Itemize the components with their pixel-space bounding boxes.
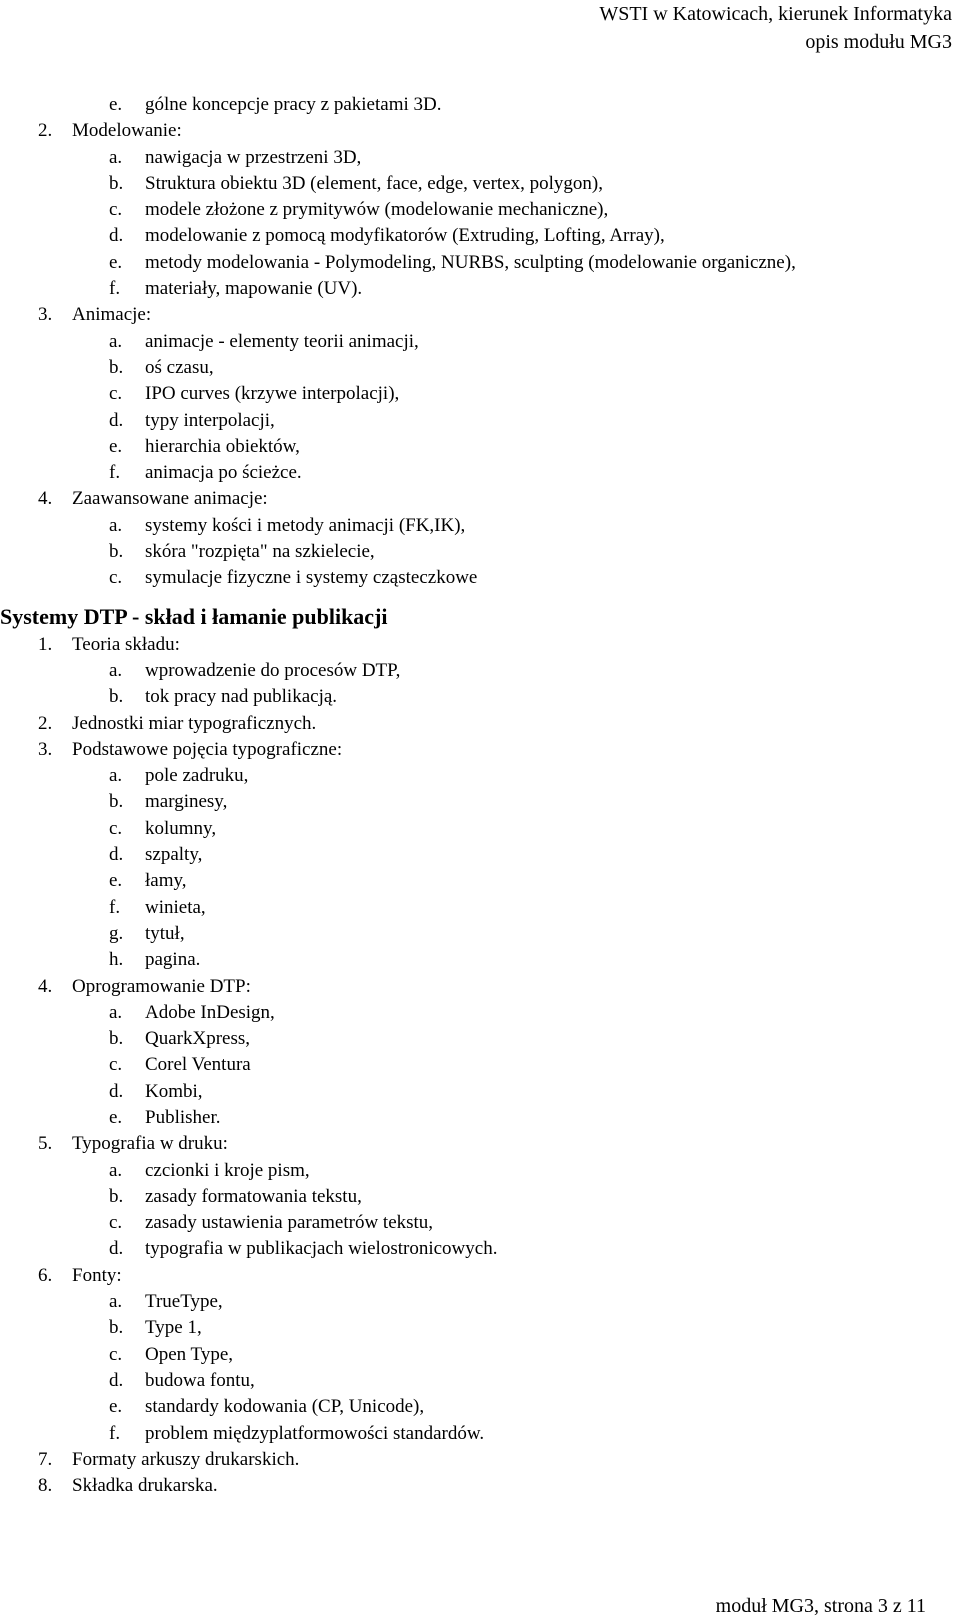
list-item-marker: c.: [109, 1343, 123, 1365]
sub-list-item: [0, 355, 950, 381]
list-item-marker: a.: [109, 659, 123, 681]
list-item-text: wprowadzenie do procesów DTP,: [145, 659, 401, 681]
header-institution: WSTI w Katowicach, kierunek Informatyka: [599, 3, 952, 25]
list-item-text: QuarkXpress,: [145, 1028, 251, 1050]
sub-list-item: [0, 1184, 950, 1210]
list-item: [0, 974, 950, 1000]
list-item-text: szpalty,: [145, 844, 203, 866]
sub-list-item: [0, 1026, 950, 1052]
sub-list-item: [0, 684, 950, 710]
list-item-marker: 2.: [38, 712, 53, 734]
list-item: [0, 632, 950, 658]
sub-list-item: [0, 250, 950, 276]
list-item-marker: f.: [109, 1422, 121, 1444]
list-item-marker: 3.: [38, 304, 53, 326]
list-item-marker: d.: [109, 1369, 124, 1391]
list-item-text: materiały, mapowanie (UV).: [145, 278, 363, 300]
list-item-text: hierarchia obiektów,: [145, 435, 300, 457]
sub-list-item: [0, 92, 950, 118]
sub-list-item: [0, 921, 950, 947]
list-item-text: marginesy,: [145, 791, 228, 813]
list-item-marker: 8.: [38, 1475, 53, 1497]
list-item: [0, 302, 950, 328]
list-item-marker: e.: [109, 1106, 123, 1128]
sub-list-item: [0, 434, 950, 460]
sub-list-item: [0, 1421, 950, 1447]
list-item-marker: c.: [109, 383, 123, 405]
list-item-marker: f.: [109, 278, 121, 300]
list-item-text: czcionki i kroje pism,: [145, 1159, 310, 1181]
list-item-marker: e.: [109, 435, 123, 457]
list-item-marker: e.: [109, 1396, 123, 1418]
list-item-marker: a.: [109, 330, 123, 352]
sub-list-item: [0, 1079, 950, 1105]
sub-list-item: [0, 1289, 950, 1315]
list-item-text: Zaawansowane animacje:: [72, 488, 268, 510]
list-item-marker: a.: [109, 1291, 123, 1313]
list-item-text: Open Type,: [145, 1343, 234, 1365]
list-item-marker: d.: [109, 1080, 124, 1102]
sub-list-item: [0, 408, 950, 434]
list-item-text: Adobe InDesign,: [145, 1001, 275, 1023]
sub-list-item: [0, 1158, 950, 1184]
list-item-marker: b.: [109, 356, 124, 378]
sub-list-item: [0, 868, 950, 894]
list-item-text: symulacje fizyczne i systemy cząsteczkowe: [145, 567, 478, 589]
section-title-dtp: Systemy DTP - skład i łamanie publikacji: [0, 603, 388, 629]
sub-list-item: [0, 381, 950, 407]
list-item-marker: e.: [109, 870, 123, 892]
list-item-text: Fonty:: [72, 1264, 122, 1286]
list-item-marker: f.: [109, 462, 121, 484]
list-item-marker: c.: [109, 567, 123, 589]
list-item-marker: d.: [109, 409, 124, 431]
sub-list-item: [0, 197, 950, 223]
list-item-text: Animacje:: [72, 304, 152, 326]
list-item-text: tok pracy nad publikacją.: [145, 686, 338, 708]
list-item-marker: g.: [109, 922, 124, 944]
sub-list-item: [0, 1342, 950, 1368]
list-item-text: Typografia w druku:: [72, 1133, 228, 1155]
sub-list-item: [0, 895, 950, 921]
header-module: opis modułu MG3: [805, 31, 952, 53]
sub-list-item: [0, 816, 950, 842]
document-body: [0, 92, 950, 1499]
sub-list-item: [0, 171, 950, 197]
list-item-marker: b.: [109, 686, 124, 708]
list-item-marker: b.: [109, 1185, 124, 1207]
section-dtp-list: [0, 632, 950, 1500]
list-item-text: Publisher.: [145, 1106, 221, 1128]
list-item-marker: d.: [109, 1238, 124, 1260]
list-item-text: łamy,: [145, 870, 187, 892]
list-item-marker: a.: [109, 514, 123, 536]
list-item-text: typografia w publikacjach wielostronicowych.: [145, 1238, 498, 1260]
list-item-text: Type 1,: [145, 1317, 202, 1339]
list-item-marker: c.: [109, 1212, 123, 1234]
sub-list-item: [0, 842, 950, 868]
list-item-marker: f.: [109, 896, 121, 918]
list-item: [0, 711, 950, 737]
sub-list-item: [0, 539, 950, 565]
list-item-text: modelowanie z pomocą modyfikatorów (Extruding, Lofting, Array),: [145, 225, 665, 247]
list-item-marker: b.: [109, 1317, 124, 1339]
list-item-marker: c.: [109, 1054, 123, 1076]
list-item-marker: h.: [109, 949, 124, 971]
list-item-text: Podstawowe pojęcia typograficzne:: [72, 738, 343, 760]
sub-list-item: [0, 658, 950, 684]
list-item-text: kolumny,: [145, 817, 217, 839]
list-item-marker: 6.: [38, 1264, 53, 1286]
sub-list-item: [0, 513, 950, 539]
list-item-text: zasady formatowania tekstu,: [145, 1185, 362, 1207]
list-item-text: IPO curves (krzywe interpolacji),: [145, 383, 400, 405]
list-item-marker: 2.: [38, 120, 53, 142]
page-footer: moduł MG3, strona 3 z 11: [715, 1595, 926, 1617]
list-item-text: pagina.: [145, 949, 201, 971]
list-item-marker: d.: [109, 844, 124, 866]
list-item-text: TrueType,: [145, 1291, 223, 1313]
list-item-text: metody modelowania - Polymodeling, NURBS, sculpting (modelowanie organiczne),: [145, 251, 796, 273]
sub-list-item: [0, 1210, 950, 1236]
list-item-text: Teoria składu:: [72, 633, 180, 655]
list-item-marker: 3.: [38, 738, 53, 760]
list-item-marker: a.: [109, 765, 123, 787]
sub-list-item: [0, 329, 950, 355]
list-item: [0, 1263, 950, 1289]
list-item-text: typy interpolacji,: [145, 409, 275, 431]
list-item-text: tytuł,: [145, 922, 185, 944]
list-item-marker: a.: [109, 1159, 123, 1181]
list-item: [0, 1447, 950, 1473]
list-item: [0, 1473, 950, 1499]
list-item-marker: d.: [109, 225, 124, 247]
list-item-marker: 7.: [38, 1448, 53, 1470]
list-item-text: gólne koncepcje pracy z pakietami 3D.: [145, 94, 442, 115]
page-header: [599, 0, 952, 56]
sub-list-item: [0, 1315, 950, 1341]
list-item-marker: 4.: [38, 975, 53, 997]
sub-list-item: [0, 763, 950, 789]
sub-list-item: [0, 1052, 950, 1078]
list-item: [0, 1131, 950, 1157]
list-item-marker: b.: [109, 541, 124, 563]
list-item-text: Kombi,: [145, 1080, 203, 1102]
list-item-text: systemy kości i metody animacji (FK,IK),: [145, 514, 466, 536]
sub-list-item: [0, 460, 950, 486]
sub-list-item: [0, 1394, 950, 1420]
list-item-marker: 5.: [38, 1133, 53, 1155]
sub-list-item: [0, 1105, 950, 1131]
list-item: [0, 737, 950, 763]
list-item: [0, 486, 950, 512]
sub-list-item: [0, 947, 950, 973]
list-item-text: Corel Ventura: [145, 1054, 251, 1076]
sub-list-item: [0, 1368, 950, 1394]
list-item-text: standardy kodowania (CP, Unicode),: [145, 1396, 425, 1418]
list-item-text: problem międzyplatformowości standardów.: [145, 1422, 485, 1444]
sub-list-item: [0, 565, 950, 591]
list-item-marker: 4.: [38, 488, 53, 510]
list-item-text: pole zadruku,: [145, 765, 249, 787]
list-item-text: Jednostki miar typograficznych.: [72, 712, 317, 734]
list-item: [0, 118, 950, 144]
sub-list-item: [0, 276, 950, 302]
list-item-marker: c.: [109, 817, 123, 839]
list-item-marker: e.: [109, 251, 123, 273]
list-item-marker: 1.: [38, 633, 53, 655]
list-item-text: budowa fontu,: [145, 1369, 255, 1391]
list-item-text: zasady ustawienia parametrów tekstu,: [145, 1212, 434, 1234]
list-item-text: Modelowanie:: [72, 120, 182, 142]
sub-list-item: [0, 789, 950, 815]
list-item-marker: e.: [109, 94, 123, 115]
list-item-text: Składka drukarska.: [72, 1475, 218, 1497]
list-item-marker: b.: [109, 1028, 124, 1050]
list-item-marker: a.: [109, 146, 123, 168]
list-item-text: Formaty arkuszy drukarskich.: [72, 1448, 300, 1470]
sub-list-item: [0, 145, 950, 171]
list-item-marker: a.: [109, 1001, 123, 1023]
sub-list-item: [0, 1236, 950, 1262]
list-item-text: skóra "rozpięta" na szkielecie,: [145, 541, 375, 563]
list-item-text: animacja po ścieżce.: [145, 462, 302, 484]
list-item-text: animacje - elementy teorii animacji,: [145, 330, 419, 352]
section-3d-list: [0, 92, 950, 592]
sub-list-item: [0, 223, 950, 249]
list-item-marker: c.: [109, 199, 123, 221]
list-item-text: winieta,: [145, 896, 206, 918]
list-item-text: Oprogramowanie DTP:: [72, 975, 251, 997]
list-item-marker: b.: [109, 172, 124, 194]
list-item-text: oś czasu,: [145, 356, 214, 378]
list-item-marker: b.: [109, 791, 124, 813]
sub-list-item: [0, 1000, 950, 1026]
list-item-text: modele złożone z prymitywów (modelowanie mechaniczne),: [145, 199, 609, 221]
list-item-text: nawigacja w przestrzeni 3D,: [145, 146, 362, 168]
list-item-text: Struktura obiektu 3D (element, face, edge, vertex, polygon),: [145, 172, 603, 194]
